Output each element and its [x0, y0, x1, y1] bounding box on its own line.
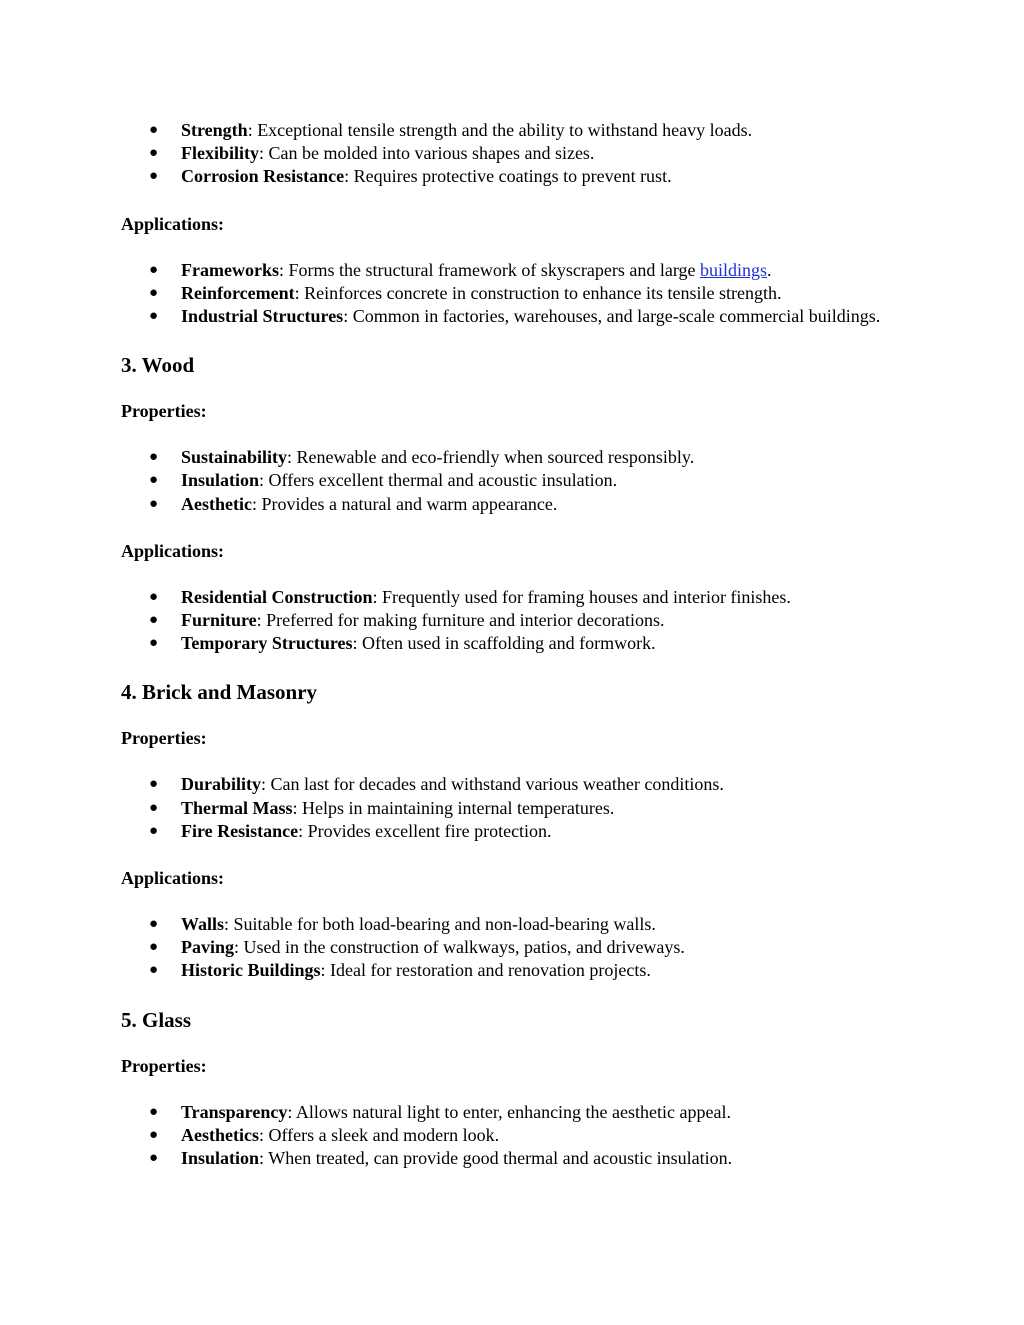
applications-label: Applications:: [121, 868, 225, 889]
item-text: : Helps in maintaining internal temperatures.: [292, 797, 615, 818]
properties-label: Properties:: [121, 728, 207, 749]
item-text: : Renewable and eco-friendly when sourced responsibly.: [287, 447, 695, 468]
bullet-icon: ●: [149, 822, 159, 839]
bullet-icon: ●: [149, 261, 159, 278]
list-item: [121, 1101, 901, 1124]
applications-label: Applications:: [121, 213, 225, 234]
item-text: : Allows natural light to enter, enhancing the aesthetic appeal.: [287, 1101, 731, 1122]
list-item: [121, 586, 901, 609]
list-item: [121, 142, 901, 165]
list-item: [121, 1147, 901, 1170]
bullet-icon: ●: [149, 145, 159, 162]
bullet-icon: ●: [149, 168, 159, 185]
list-item: [121, 820, 901, 843]
section-heading-brick: 4. Brick and Masonry: [121, 680, 318, 705]
item-text: : Ideal for restoration and renovation projects.: [320, 960, 651, 981]
item-term: Insulation: [181, 1148, 260, 1169]
applications-label: Applications:: [121, 540, 225, 561]
item-text: : Common in factories, warehouses, and large-scale commercial buildings.: [343, 306, 881, 327]
section-heading-wood: 3. Wood: [121, 353, 195, 378]
item-term: Strength: [181, 120, 248, 140]
item-term: Aesthetic: [181, 493, 252, 514]
list-item: [121, 609, 901, 632]
item-text: : Can be molded into various shapes and sizes.: [259, 143, 595, 164]
list-item: [121, 305, 901, 328]
buildings-link[interactable]: buildings: [700, 259, 768, 280]
list-item: [121, 469, 901, 492]
list-item: [121, 959, 901, 982]
item-text-after: .: [767, 259, 772, 280]
list-item: [121, 773, 901, 796]
wood-applications-list: [121, 586, 901, 656]
item-term: Aesthetics: [181, 1124, 259, 1145]
item-text: : Suitable for both load-bearing and non-load-bearing walls.: [224, 914, 656, 935]
item-term: Flexibility: [181, 143, 259, 164]
glass-properties-list: [121, 1101, 901, 1171]
item-term: Durability: [181, 774, 262, 795]
item-term: Reinforcement: [181, 282, 295, 303]
bullet-icon: ●: [149, 799, 159, 816]
bullet-icon: ●: [149, 1103, 159, 1120]
bullet-icon: ●: [149, 916, 159, 933]
item-term: Walls: [181, 914, 225, 935]
item-term: Sustainability: [181, 447, 288, 468]
item-term: Fire Resistance: [181, 820, 299, 841]
bullet-icon: ●: [149, 1150, 159, 1167]
item-term: Temporary Structures: [181, 633, 353, 654]
brick-applications-list: [121, 913, 901, 983]
item-term: Frameworks: [181, 259, 279, 280]
item-term: Transparency: [181, 1101, 288, 1122]
brick-properties-list: [121, 773, 901, 843]
list-item: [121, 259, 901, 282]
wood-properties-list: [121, 446, 901, 516]
item-term: Historic Buildings: [181, 960, 321, 981]
bullet-icon: ●: [149, 472, 159, 489]
list-item: [121, 1124, 901, 1147]
item-text: : Provides a natural and warm appearance.: [251, 493, 558, 514]
item-term: Residential Construction: [181, 586, 373, 607]
item-term: Paving: [181, 937, 235, 958]
bullet-icon: ●: [149, 612, 159, 629]
properties-label: Properties:: [121, 1055, 207, 1076]
bullet-icon: ●: [149, 588, 159, 605]
section-heading-glass: 5. Glass: [121, 1007, 192, 1032]
item-text: : Often used in scaffolding and formwork.: [352, 633, 656, 654]
item-text: : Offers excellent thermal and acoustic insulation.: [259, 470, 618, 491]
bullet-icon: ●: [149, 122, 159, 138]
item-text: : Preferred for making furniture and interior decorations.: [256, 610, 665, 631]
properties-label: Properties:: [121, 401, 207, 422]
bullet-icon: ●: [149, 962, 159, 979]
item-text: : Can last for decades and withstand various weather conditions.: [261, 774, 724, 795]
bullet-icon: ●: [149, 308, 159, 325]
list-item: [121, 282, 901, 305]
item-term: Furniture: [181, 610, 257, 631]
list-item: [121, 165, 901, 188]
item-text: : Exceptional tensile strength and the ability to withstand heavy loads.: [247, 120, 753, 140]
item-term: Industrial Structures: [181, 306, 344, 327]
bullet-icon: ●: [149, 449, 159, 466]
bullet-icon: ●: [149, 635, 159, 652]
item-term: Thermal Mass: [181, 797, 293, 818]
bullet-icon: ●: [149, 776, 159, 793]
item-text: : Forms the structural framework of skyscrapers and large: [278, 259, 701, 280]
bullet-icon: ●: [149, 284, 159, 301]
item-text: : Reinforces concrete in construction to enhance its tensile strength.: [294, 282, 782, 303]
list-item: [121, 446, 901, 469]
bullet-icon: ●: [149, 939, 159, 956]
item-text: : When treated, can provide good thermal and acoustic insulation.: [259, 1148, 733, 1169]
item-term: Corrosion Resistance: [181, 166, 345, 187]
item-text: : Used in the construction of walkways, patios, and driveways.: [234, 937, 685, 958]
document-page: [121, 119, 901, 1170]
bullet-icon: ●: [149, 495, 159, 512]
item-term: Insulation: [181, 470, 260, 491]
item-text: : Requires protective coatings to prevent rust.: [344, 166, 672, 187]
steel-applications-list: [121, 259, 901, 329]
item-text: : Offers a sleek and modern look.: [258, 1124, 500, 1145]
list-item: [121, 119, 901, 142]
item-text: : Provides excellent fire protection.: [298, 820, 552, 841]
list-item: [121, 797, 901, 820]
list-item: [121, 632, 901, 655]
list-item: [121, 936, 901, 959]
steel-properties-list: [121, 119, 901, 189]
list-item: [121, 493, 901, 516]
item-text: : Frequently used for framing houses and interior finishes.: [372, 586, 791, 607]
list-item: [121, 913, 901, 936]
bullet-icon: ●: [149, 1126, 159, 1143]
